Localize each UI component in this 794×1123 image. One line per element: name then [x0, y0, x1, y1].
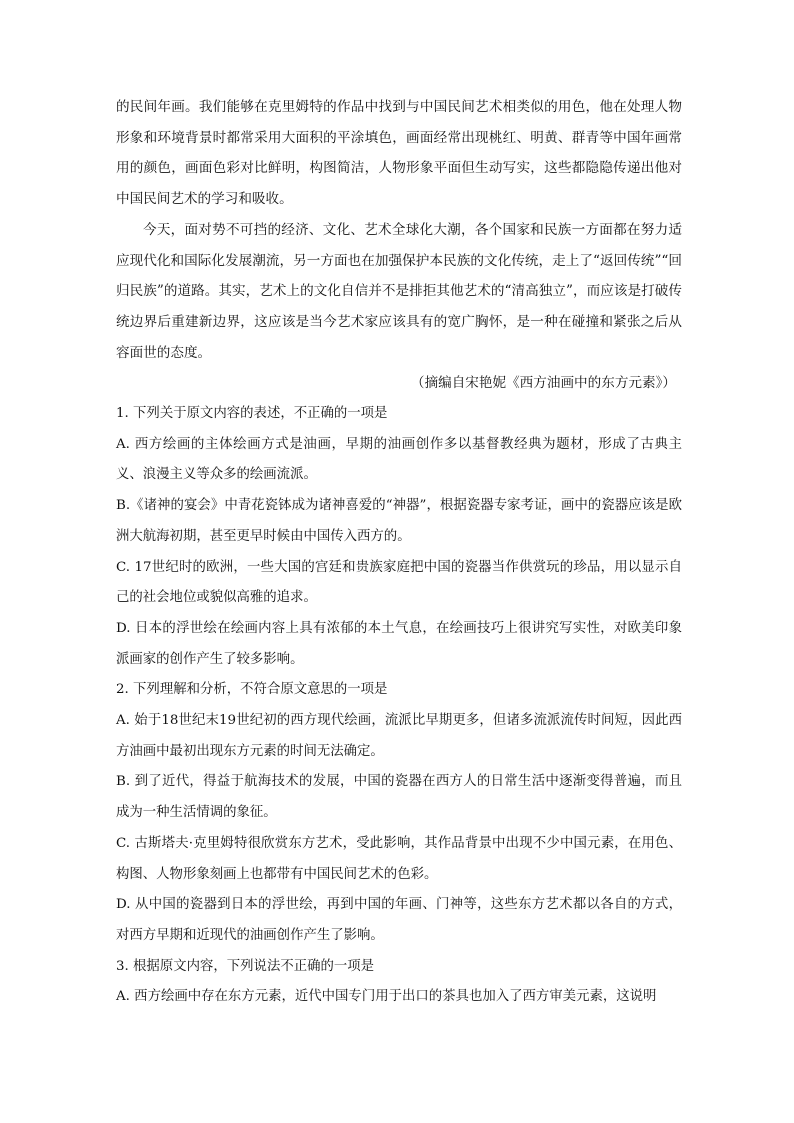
question-2-option-d: D. 从中国的瓷器到日本的浮世绘，再到中国的年画、门神等，这些东方艺术都以各自的方式，对西方早期和近现代的油画创作产生了影响。 [116, 897, 682, 943]
question-1-stem: 1. 下列关于原文内容的表述，不正确的一项是 [116, 406, 388, 422]
question-1-option-a: A. 西方绘画的主体绘画方式是油画，早期的油画创作多以基督教经典为题材，形成了古典主义、浪漫主义等众多的绘画流派。 [116, 436, 682, 483]
document-page [116, 92, 682, 1013]
question-2-stem: 2. 下列理解和分析，不符合原文意思的一项是 [116, 682, 388, 698]
question-2-option-b: B. 到了近代，得益于航海技术的发展，中国的瓷器在西方人的日常生活中逐渐变得普遍，而且成为一种生活情调的象征。 [116, 774, 682, 821]
article-paragraph-1: 的民间年画。我们能够在克里姆特的作品中找到与中国民间艺术相类似的用色，他在处理人物形象和环境背景时都常采用大面积的平涂填色，画面经常出现桃红、明黄、群青等中国年画常用的颜色，画面色彩对比鲜明，构图简洁，人物形象平面但生动写实，这些都隐隐传递出他对中国民间艺术的学习和吸收。 [116, 99, 682, 208]
question-3 [116, 952, 682, 1013]
question-2-option-c: C. 古斯塔夫·克里姆特很欣赏东方艺术，受此影响，其作品背景中出现不少中国元素，在用色、构图、人物形象刻画上也都带有中国民间艺术的色彩。 [116, 835, 682, 882]
article-paragraph-2: 今天，面对势不可挡的经济、文化、艺术全球化大潮，各个国家和民族一方面都在努力适应现代化和国际化发展潮流，另一方面也在加强保护本民族的文化传统，走上了“返回传统”“回归民族”的道路。其实，艺术上的文化自信并不是排拒其他艺术的“清高独立”，而应该是打破传统边界后重建新边界，这应该是当今艺术家应该具有的宽广胸怀，是一种在碰撞和紧张之后从容面世的态度。 [116, 221, 682, 361]
question-1-option-b: B.《诸神的宴会》中青花瓷钵成为诸神喜爱的“神器”，根据瓷器专家考证，画中的瓷器应该是欧洲大航海初期，甚至更早时候由中国传入西方的。 [116, 498, 682, 544]
question-2 [116, 675, 682, 951]
article-source: （摘编自宋艳妮《西方油画中的东方元素》） [410, 375, 676, 392]
question-1-option-d: D. 日本的浮世绘在绘画内容上具有浓郁的本土气息，在绘画技巧上很讲究写实性，对欧美印象派画家的创作产生了较多影响。 [116, 620, 682, 667]
question-3-option-a: A. 西方绘画中存在东方元素，近代中国专门用于出口的茶具也加入了西方审美元素，这说明 [116, 989, 657, 1005]
question-1-option-c: C. 17世纪时的欧洲，一些大国的宫廷和贵族家庭把中国的瓷器当作供赏玩的珍品，用以显示自己的社会地位或貌似高雅的追求。 [116, 559, 682, 606]
question-3-stem: 3. 根据原文内容，下列说法不正确的一项是 [116, 958, 375, 974]
question-2-option-a: A. 始于18世纪末19世纪初的西方现代绘画，流派比早期更多，但诸多流派流传时间短，因此西方油画中最初出现东方元素的时间无法确定。 [116, 713, 682, 759]
question-1 [116, 399, 682, 675]
